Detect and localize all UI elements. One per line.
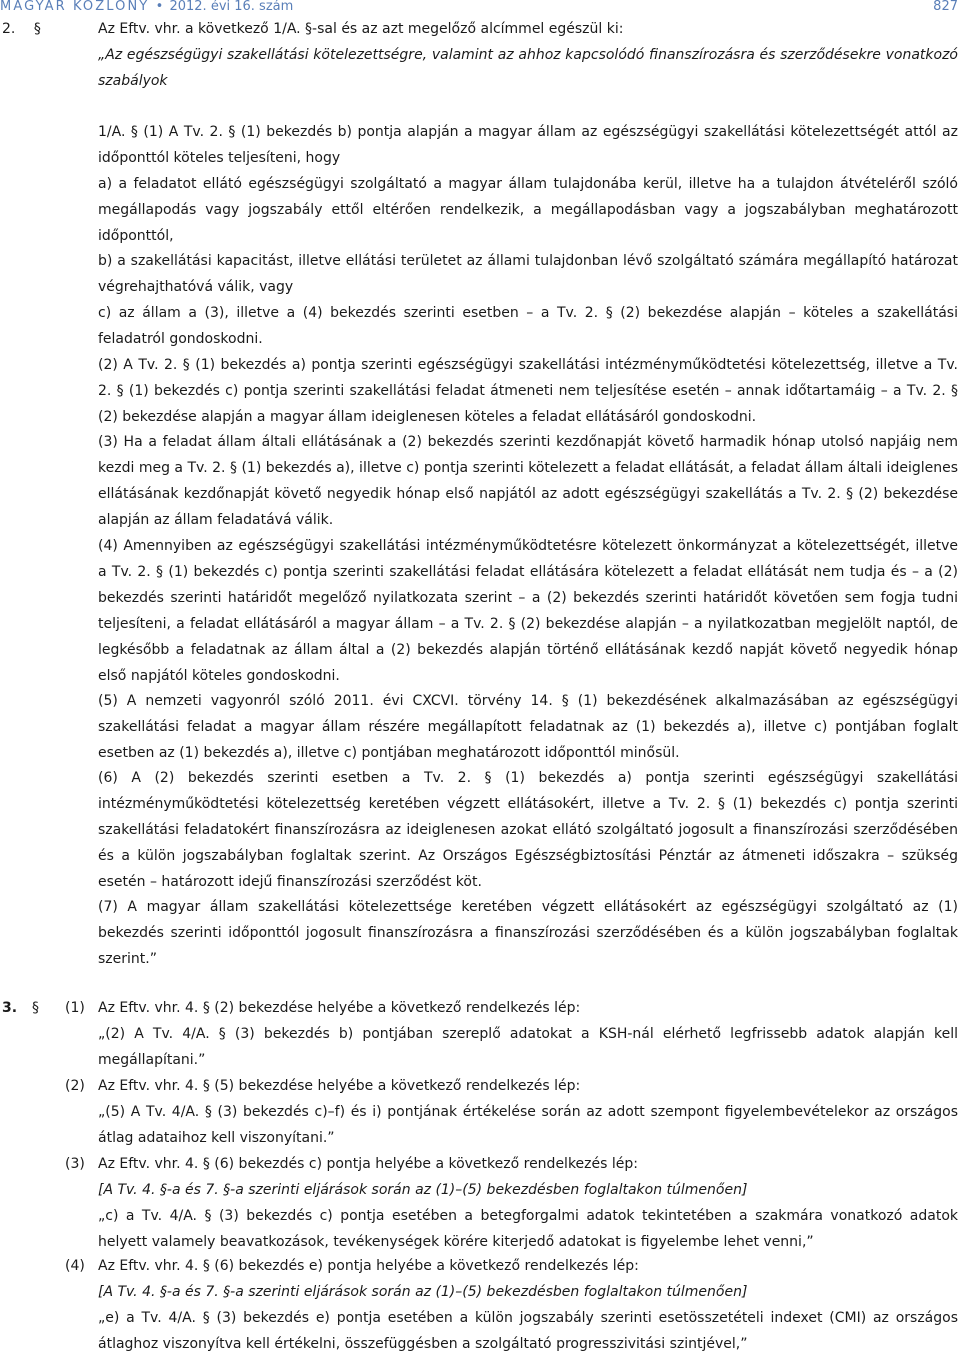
item-1-line-1: Az Eftv. vhr. 4. § (2) bekezdése helyébe a következő rendelkezés lép:: [98, 1000, 581, 1016]
paragraph-7: (7) A magyar állam szakellátási kötelezettsége keretében végzett ellátásokért az egészségügyi szolgáltató az (1) bekezdés szerinti időponttól jogosult finanszírozásra a finanszírozási szerződésében és a külön jogszabályban foglaltak szerint.”: [98, 899, 958, 967]
paragraph-2: (2) A Tv. 2. § (1) bekezdés a) pontja szerinti egészségügyi szakellátási intézményműködtetési kötelezettség, illetve a Tv. 2. § (1) bekezdés c) pontja szerinti szakellátási feladat átmeneti nem teljesítése esetén – annak időtartamáig – a Tv. 2. § (2) bekezdése alapján a magyar állam ideiglenesen köteles a feladat ellátásáról gondoskodni.: [98, 357, 958, 425]
paragraph-point-b: b) a szakellátási kapacitást, illetve ellátási területet az állami tulajdonban lévő szolgáltató számára megállapító határozat végrehajthatóvá válik, vagy: [98, 253, 958, 295]
item-4-line-1: Az Eftv. vhr. 4. § (6) bekezdés e) pontja helyébe a következő rendelkezés lép:: [98, 1258, 639, 1274]
item-3-line-1: Az Eftv. vhr. 4. § (6) bekezdés c) pontja helyébe a következő rendelkezés lép:: [98, 1156, 638, 1172]
section-2-intro: Az Eftv. vhr. a következő 1/A. §-sal és az azt megelőző alcímmel egészül ki:: [98, 21, 624, 37]
paragraph-3: (3) Ha a feladat állam általi ellátásának a (2) bekezdés szerinti kezdőnapját követő harmadik hónap utolsó napjáig nem kezdi meg a Tv. 2. § (1) bekezdés a), illetve c) pontja szerinti kötelezett a feladat ellátását, a feladat állam általi ideiglenes ellátásának kezdőnapját követő negyedik hónap első napjától az adott egészségügyi szakellátás a Tv. 2. § (2) bekezdése alapján az állam feladatává válik.: [98, 434, 958, 528]
item-4-line-3: „e) a Tv. 4/A. § (3) bekezdés e) pontja esetében a külön jogszabály szerinti esetösszetételi indexet (CMI) az országos átlaghoz viszonyítva kell értékelni, összefüggésben a szolgáltató progresszivitási szintjével,”: [98, 1310, 958, 1352]
item-4-line-2: [A Tv. 4. §-a és 7. §-a szerinti eljárások során az (1)–(5) bekezdésben foglaltakon túlmenően]: [98, 1284, 748, 1300]
section-2-num-text: 2.: [2, 21, 16, 37]
paragraph-1a-1: 1/A. § (1) A Tv. 2. § (1) bekezdés b) pontja alapján a magyar állam az egészségügyi szakellátási kötelezettségét attól az időponttól köteles teljesíteni, hogy: [98, 124, 958, 166]
page-header: [0, 0, 960, 14]
paragraph-point-c: c) az állam a (3), illetve a (4) bekezdés szerinti esetben – a Tv. 2. § (2) bekezdése alapján – köteles a szakellátási feladatról gondoskodni.: [98, 305, 958, 347]
paragraph-5: (5) A nemzeti vagyonról szóló 2011. évi CXCVI. törvény 14. § (1) bekezdésének alkalmazásában az egészségügyi szakellátási feladat a magyar állam részére megállapított feladatnak az (1) bekezdés a), illetve c) pontjában foglalt esetben az (1) bekezdés a), illetve c) pontjában meghatározott időponttól minősül.: [98, 693, 958, 761]
item-3-line-2: [A Tv. 4. §-a és 7. §-a szerinti eljárások során az (1)–(5) bekezdésben foglaltakon túlmenően]: [98, 1182, 748, 1198]
section-2-sign: §: [33, 21, 41, 37]
journal-name: MAGYAR KÖZLÖNY: [0, 0, 150, 14]
section-3-num-text: 3.: [2, 1000, 18, 1016]
page-number: 827: [933, 0, 958, 14]
section-3-number: [2, 996, 39, 1022]
paragraph-point-a: a) a feladatot ellátó egészségügyi szolgáltató a magyar állam tulajdonába kerül, illetve ha a tulajdon átvételéről szóló megállapodás vagy jogszabály ettől eltérően rendelkezik, a megállapodásban vagy a jogszabályban meghatározott időponttól,: [98, 176, 958, 244]
paragraph-4: (4) Amennyiben az egészségügyi szakellátási intézményműködtetésre kötelezett önkormányzat a kötelezettségét, illetve a Tv. 2. § (1) bekezdés c) pontja szerinti szakellátási feladat ellátására kötelezett a feladat ellátását nem tudja és – a (2) bekezdés szerinti határidőt megelőző nyilatkozata szerint – a (2) bekezdés szerinti határidőt követően sem fogja tudni teljesíteni, a feladat ellátásáról a magyar állam – a Tv. 2. § (2) bekezdése alapján – a nyilatkozatban megjelölt naptól, de legkésőbb a feladatnak az állam által a (2) bekezdés alapján történő ellátásának kezdő napját követő negyedik hónap első napjától köteles gondoskodni.: [98, 538, 958, 684]
header-bullet: •: [155, 0, 164, 14]
item-3-line-3: „c) a Tv. 4/A. § (3) bekezdés c) pontja esetében a betegforgalmi adatok tekintetében a szakmára vonatkozó adatok helyett valamely beavatkozások, tevékenységek körére kiterjedő adatokat is figyelembe lehet venni,”: [98, 1208, 958, 1250]
item-4-number: (4): [65, 1258, 85, 1274]
item-2-number: (2): [65, 1078, 85, 1094]
running-head: [0, 0, 293, 14]
item-1-line-2: „(2) A Tv. 4/A. § (3) bekezdés b) pontjában szereplő adatokat a KSH-nál elérhető legfrissebb adatok alapján kell megállapítani.”: [98, 1026, 958, 1068]
item-3-number: (3): [65, 1156, 85, 1172]
section-2-subtitle: „Az egészségügyi szakellátási kötelezettségre, valamint az ahhoz kapcsolódó finanszírozásra és szerződésekre vonatkozó szabályok: [98, 47, 958, 89]
section-3-sign: §: [31, 1000, 39, 1016]
issue-label: 2012. évi 16. szám: [169, 0, 294, 14]
item-2-line-1: Az Eftv. vhr. 4. § (5) bekezdése helyébe a következő rendelkezés lép:: [98, 1078, 581, 1094]
paragraph-6: (6) A (2) bekezdés szerinti esetben a Tv. 2. § (1) bekezdés a) pontja szerinti egészségügyi szakellátási intézményműködtetési kötelezettség keretében végzett ellátásokért, illetve a Tv. 2. § (1) bekezdés c) pontja szerinti szakellátási feladatokért finanszírozásra az ideiglenesen azokat ellátó szolgáltató jogosult a finanszírozási szerződésében és a külön jogszabályban foglaltak szerint. Az Országos Egészségbiztosítási Pénztár az átmeneti időszakra – szükség esetén – határozott idejű finanszírozási szerződést köt.: [98, 770, 958, 890]
item-2-line-2: „(5) A Tv. 4/A. § (3) bekezdés c)–f) és i) pontjának értékelése során az adott szempont figyelembevételekor az országos átlag adataihoz kell viszonyítani.”: [98, 1104, 958, 1146]
section-2-number: [2, 17, 41, 43]
item-1-number: (1): [65, 1000, 85, 1016]
